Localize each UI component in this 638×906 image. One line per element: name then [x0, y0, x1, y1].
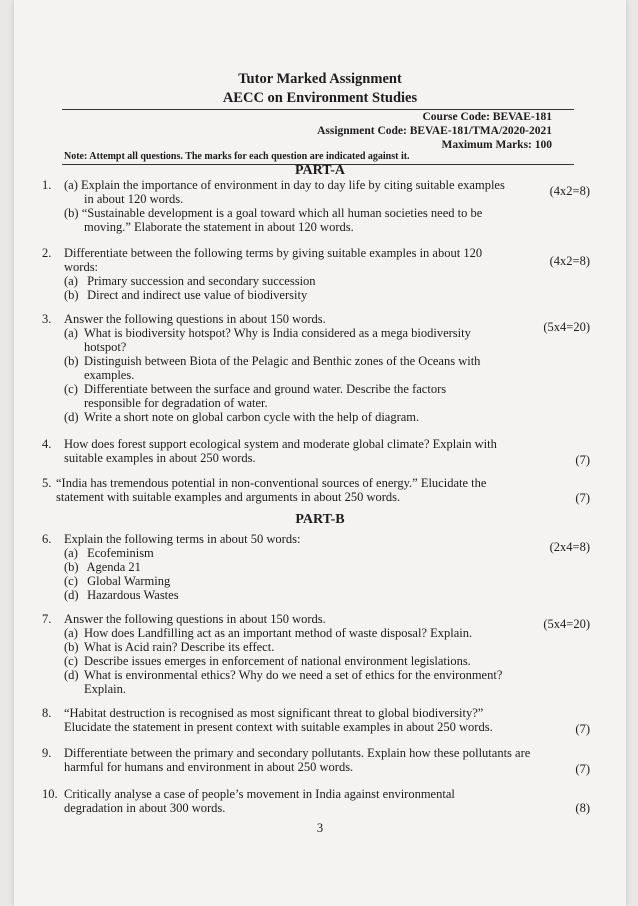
question-intro: Answer the following questions in about 150 words.	[64, 312, 326, 326]
question-item: (a) What is biodiversity hotspot? Why is India considered as a mega biodiversity hotspot?	[64, 326, 471, 354]
question-4: How does forest support ecological system and moderate global climate? Explain with suitable examples in about 250 words.	[64, 437, 497, 465]
question-intro: Differentiate between the following terms by giving suitable examples in about 120 words:	[64, 246, 483, 274]
question-number: 7.	[42, 612, 52, 626]
instruction-note: Note: Attempt all questions. The marks for each question are indicated against it.	[64, 151, 410, 162]
question-5: “India has tremendous potential in non-conventional sources of energy.” Elucidate the statement with suitable examples and arguments in about 250 words.	[56, 476, 487, 504]
question-number: 3.	[42, 312, 52, 326]
marks-label: (7)	[575, 722, 590, 736]
question-intro: Answer the following questions in about 150 words.	[64, 612, 326, 626]
marks-label: (5x4=20)	[543, 617, 590, 631]
question-number: 10.	[42, 787, 58, 801]
question-item: (d) Write a short note on global carbon cycle with the help of diagram.	[64, 410, 420, 424]
marks-label: (7)	[575, 491, 590, 505]
part-b-heading: PART-B	[295, 512, 345, 527]
question-number: 1.	[42, 178, 52, 192]
question-number: 6.	[42, 532, 52, 546]
question-3	[64, 312, 494, 424]
marks-label: (4x2=8)	[549, 184, 590, 198]
question-item: (a) Ecofeminism	[64, 546, 154, 560]
question-item: (b) What is Acid rain? Describe its effect.	[64, 640, 275, 654]
maximum-marks: Maximum Marks: 100	[441, 139, 552, 151]
question-part: (a) Explain the importance of environment in day to day life by citing suitable examples in about 120 words.	[64, 178, 505, 206]
page-number: 3	[316, 821, 324, 835]
part-a-heading: PART-A	[294, 163, 346, 178]
course-code: Course Code: BEVAE-181	[422, 111, 552, 123]
document-page	[14, 0, 626, 906]
question-10: Critically analyse a case of people’s movement in India against environmental degradation in about 300 words.	[64, 787, 455, 815]
question-number: 5.	[42, 476, 52, 490]
question-part: (b) “Sustainable development is a goal toward which all human societies need to be moving.” Elaborate the statement in about 120 words.	[64, 206, 483, 234]
marks-label: (4x2=8)	[549, 254, 590, 268]
question-item: (d) Hazardous Wastes	[64, 588, 179, 602]
question-number: 9.	[42, 746, 52, 760]
question-item: (c) Differentiate between the surface and ground water. Describe the factors responsible for degradation of water.	[64, 382, 447, 410]
document-subtitle: AECC on Environment Studies	[222, 90, 418, 106]
question-number: 8.	[42, 706, 52, 720]
question-item: (b) Distinguish between Biota of the Pelagic and Benthic zones of the Oceans with examples.	[64, 354, 481, 382]
marks-label: (7)	[575, 762, 590, 776]
question-1	[64, 178, 514, 234]
question-6	[64, 532, 494, 602]
document-title: Tutor Marked Assignment	[238, 71, 402, 87]
question-7	[64, 612, 514, 696]
question-item: (d) What is environmental ethics? Why do we need a set of ethics for the environment? Explain.	[64, 668, 503, 696]
question-item: (b) Direct and indirect use value of biodiversity	[64, 288, 308, 302]
marks-label: (2x4=8)	[549, 540, 590, 554]
question-item: (c) Describe issues emerges in enforcement of national environment legislations.	[64, 654, 471, 668]
marks-label: (5x4=20)	[543, 320, 590, 334]
question-number: 2.	[42, 246, 52, 260]
assignment-code: Assignment Code: BEVAE-181/TMA/2020-2021	[317, 125, 552, 137]
question-number: 4.	[42, 437, 52, 451]
marks-label: (8)	[575, 801, 590, 815]
question-item: (c) Global Warming	[64, 574, 171, 588]
question-item: (a) How does Landfilling act as an important method of waste disposal? Explain.	[64, 626, 473, 640]
header-rule	[62, 109, 574, 110]
question-2	[64, 246, 504, 302]
marks-label: (7)	[575, 453, 590, 467]
question-intro: Explain the following terms in about 50 words:	[64, 532, 301, 546]
question-9: Differentiate between the primary and secondary pollutants. Explain how these pollutants are harmful for humans and environment in about 250 words.	[64, 746, 531, 774]
question-item: (a) Primary succession and secondary succession	[64, 274, 316, 288]
question-8: “Habitat destruction is recognised as most significant threat to global biodiversity?” Elucidate the statement in present context with suitable examples in about 250 words.	[64, 706, 493, 734]
question-item: (b) Agenda 21	[64, 560, 141, 574]
